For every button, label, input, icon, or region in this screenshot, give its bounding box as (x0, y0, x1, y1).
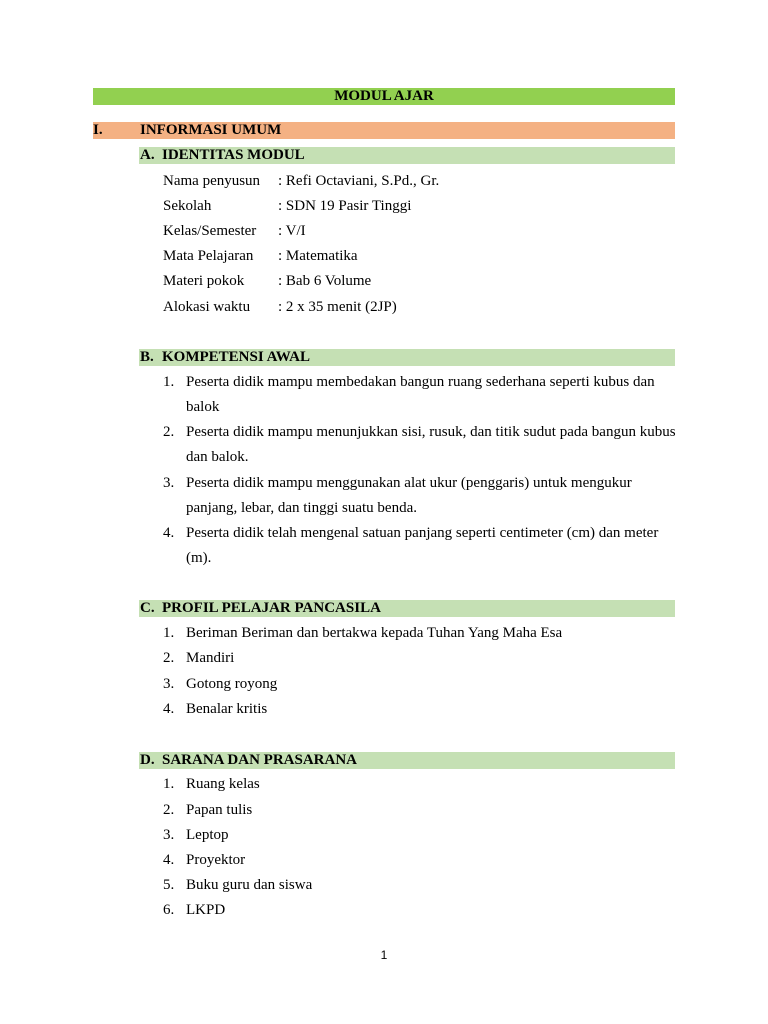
identity-label: Mata Pelajaran (163, 248, 254, 264)
list-number: 1. (163, 374, 175, 390)
identity-value: : V/I (278, 223, 306, 239)
section-label: INFORMASI UMUM (140, 122, 282, 138)
list-number: 2. (163, 650, 175, 666)
identity-label: Nama penyusun (163, 173, 261, 189)
identity-value: : 2 x 35 menit (2JP) (278, 299, 397, 315)
list-item (163, 848, 678, 873)
identity-label: Sekolah (163, 198, 212, 214)
subheading-kompetensi-awal (139, 349, 675, 366)
list-item (163, 823, 678, 848)
list-number: 6. (163, 902, 175, 918)
subheading-letter: C. (140, 600, 155, 616)
list-item (163, 772, 678, 797)
list-number: 1. (163, 625, 175, 641)
list-number: 2. (163, 802, 175, 818)
list-text: Papan tulis (186, 802, 253, 818)
list-number: 4. (163, 852, 175, 868)
list-number: 3. (163, 475, 175, 491)
list-item (163, 672, 678, 697)
subheading-letter: A. (140, 147, 155, 163)
list-item (163, 646, 678, 671)
list-item (163, 798, 678, 823)
section-heading-informasi-umum (93, 122, 675, 139)
identity-value: : Bab 6 Volume (278, 273, 372, 289)
list-text: Beriman Beriman dan bertakwa kepada Tuhan Yang Maha Esa (186, 625, 563, 641)
list-item (163, 521, 678, 571)
list-text: Peserta didik telah mengenal satuan panjang seperti centimeter (cm) dan meter (m). (186, 525, 659, 566)
list-text: LKPD (186, 902, 226, 918)
list-number: 2. (163, 424, 175, 440)
identity-label: Alokasi waktu (163, 299, 251, 315)
list-number: 3. (163, 676, 175, 692)
list-number: 3. (163, 827, 175, 843)
list-text: Buku guru dan siswa (186, 877, 313, 893)
subheading-letter: B. (140, 349, 154, 365)
identity-value: : SDN 19 Pasir Tinggi (278, 198, 412, 214)
identity-label: Kelas/Semester (163, 223, 257, 239)
subheading-letter: D. (140, 752, 155, 768)
identity-label: Materi pokok (163, 273, 245, 289)
list-item (163, 621, 678, 646)
list-text: Peserta didik mampu menggunakan alat ukur (penggaris) untuk mengukur panjang, lebar, dan tinggi suatu benda. (186, 475, 632, 516)
list-text: Leptop (186, 827, 229, 843)
list-item (163, 420, 678, 470)
list-text: Proyektor (186, 852, 246, 868)
list-number: 4. (163, 525, 175, 541)
list-item (163, 697, 678, 722)
subheading-profil-pelajar-pancasila (139, 600, 675, 617)
section-number: I. (93, 122, 103, 138)
identity-value: : Refi Octaviani, S.Pd., Gr. (278, 173, 440, 189)
list-item (163, 873, 678, 898)
list-number: 4. (163, 701, 175, 717)
subheading-sarana-dan-prasarana (139, 752, 675, 769)
document-title: MODUL AJAR (93, 88, 675, 105)
identity-value: : Matematika (278, 248, 358, 264)
subheading-label: IDENTITAS MODUL (162, 147, 305, 163)
page-number: 1 (380, 948, 388, 962)
list-item (163, 370, 678, 420)
list-item (163, 471, 678, 521)
list-text: Mandiri (186, 650, 235, 666)
list-number: 1. (163, 776, 175, 792)
list-text: Benalar kritis (186, 701, 268, 717)
list-text: Gotong royong (186, 676, 278, 692)
subheading-identitas-modul (139, 147, 675, 164)
list-text: Peserta didik mampu membedakan bangun ruang sederhana seperti kubus dan balok (186, 374, 655, 415)
subheading-label: KOMPETENSI AWAL (162, 349, 310, 365)
subheading-label: SARANA DAN PRASARANA (162, 752, 358, 768)
list-text: Peserta didik mampu menunjukkan sisi, rusuk, dan titik sudut pada bangun kubus dan balok. (186, 424, 676, 465)
list-text: Ruang kelas (186, 776, 260, 792)
list-number: 5. (163, 877, 175, 893)
subheading-label: PROFIL PELAJAR PANCASILA (162, 600, 381, 616)
list-item (163, 898, 678, 923)
